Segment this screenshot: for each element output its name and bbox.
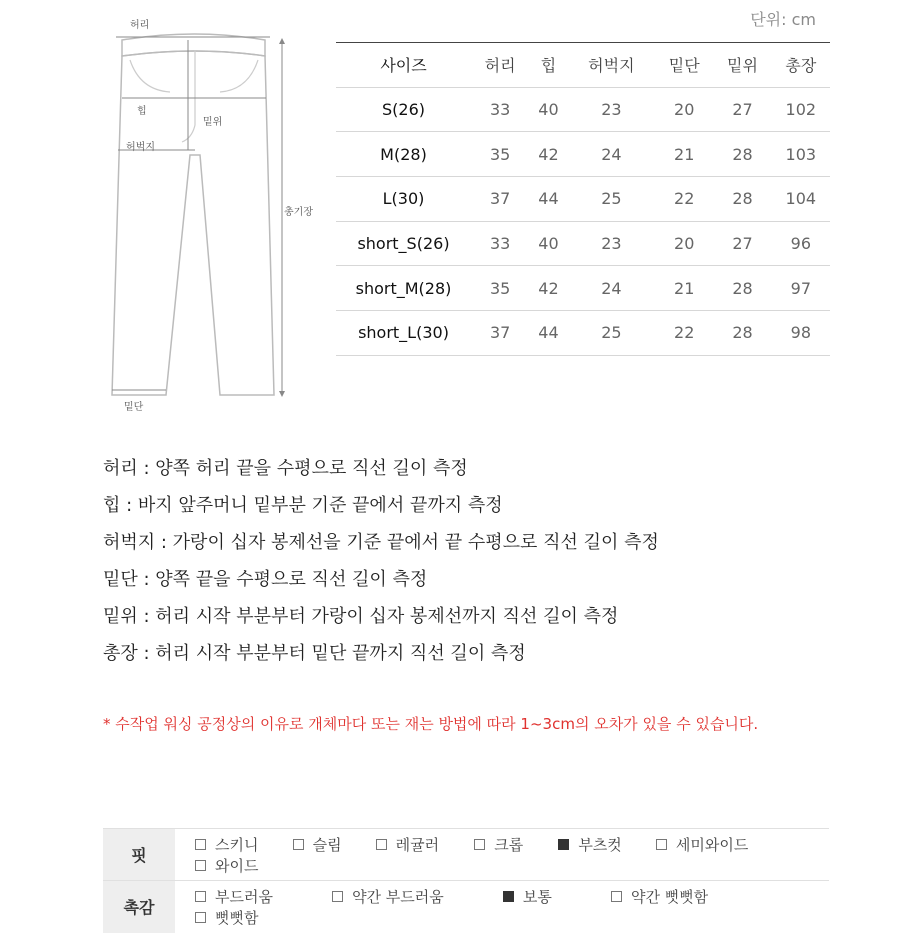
description-line: 허벅지 : 가랑이 십자 봉제선을 기준 끝에서 끝 수평으로 직선 길이 측정	[103, 532, 659, 553]
size-value: 42	[529, 132, 567, 177]
diagram-label-rise: 밑위	[203, 117, 223, 128]
fit-table	[103, 828, 829, 933]
size-table-header: 사이즈	[336, 43, 471, 88]
size-value: 44	[529, 311, 567, 356]
size-value: 20	[655, 87, 713, 132]
fit-row	[103, 829, 829, 881]
checkbox-icon	[611, 891, 622, 902]
fit-option[interactable]	[293, 834, 342, 855]
size-table-header: 총장	[772, 43, 830, 88]
unit-label: 단위: cm	[750, 10, 816, 29]
fit-option[interactable]	[376, 834, 439, 855]
fit-option[interactable]	[195, 834, 258, 855]
size-value: 42	[529, 266, 567, 311]
fit-option[interactable]	[656, 834, 748, 855]
size-table-row	[336, 311, 830, 356]
checkbox-checked-icon	[558, 839, 569, 850]
checkbox-icon	[195, 860, 206, 871]
size-value: 40	[529, 87, 567, 132]
size-table-header-row	[336, 43, 830, 88]
size-table-header: 밑위	[713, 43, 771, 88]
size-table-row	[336, 221, 830, 266]
size-value: 22	[655, 177, 713, 222]
feel-option[interactable]	[332, 886, 444, 907]
size-name: short_L(30)	[336, 311, 471, 356]
size-value: 22	[655, 311, 713, 356]
size-table-header: 밑단	[655, 43, 713, 88]
size-value: 40	[529, 221, 567, 266]
size-value: 33	[471, 87, 529, 132]
size-name: M(28)	[336, 132, 471, 177]
feel-row	[103, 881, 829, 933]
size-value: 37	[471, 177, 529, 222]
size-name: short_S(26)	[336, 221, 471, 266]
size-table-row	[336, 87, 830, 132]
size-value: 25	[568, 311, 655, 356]
error-notice: * 수작업 워싱 공정상의 이유로 개체마다 또는 재는 방법에 따라 1~3cm의 오차가 있을 수 있습니다.	[103, 715, 759, 733]
size-value: 103	[772, 132, 830, 177]
size-table-row	[336, 266, 830, 311]
size-table-row	[336, 177, 830, 222]
fit-option-label: 와이드	[215, 856, 259, 875]
diagram-label-hem: 밑단	[124, 402, 144, 413]
size-table-row	[336, 132, 830, 177]
size-table	[336, 42, 830, 356]
size-value: 28	[713, 266, 771, 311]
fit-option-label: 크롭	[494, 835, 524, 854]
size-value: 20	[655, 221, 713, 266]
size-value: 98	[772, 311, 830, 356]
measurement-descriptions	[103, 450, 659, 672]
size-value: 35	[471, 266, 529, 311]
size-table-header: 힙	[529, 43, 567, 88]
feel-option-label: 보통	[522, 887, 552, 906]
checkbox-checked-icon	[503, 891, 514, 902]
fit-option[interactable]	[558, 834, 621, 855]
checkbox-icon	[195, 839, 206, 850]
feel-option-label: 약간 부드러움	[352, 887, 444, 906]
checkbox-icon	[332, 891, 343, 902]
size-value: 23	[568, 221, 655, 266]
diagram-label-length: 총기장	[284, 207, 313, 218]
fit-label: 핏	[103, 829, 175, 881]
size-value: 96	[772, 221, 830, 266]
size-value: 28	[713, 132, 771, 177]
size-value: 21	[655, 266, 713, 311]
feel-label: 촉감	[103, 881, 175, 933]
fit-option[interactable]	[474, 834, 523, 855]
feel-option[interactable]	[611, 886, 708, 907]
description-line: 허리 : 양쪽 허리 끝을 수평으로 직선 길이 측정	[103, 458, 468, 479]
size-table-header: 허리	[471, 43, 529, 88]
feel-option-label: 부드러움	[215, 887, 273, 906]
size-value: 24	[568, 266, 655, 311]
diagram-label-hip: 힙	[137, 106, 147, 117]
checkbox-icon	[474, 839, 485, 850]
diagram-label-waist: 허리	[130, 20, 150, 31]
size-name: L(30)	[336, 177, 471, 222]
size-table-header: 허벅지	[568, 43, 655, 88]
checkbox-icon	[656, 839, 667, 850]
feel-option[interactable]	[195, 886, 273, 907]
size-value: 25	[568, 177, 655, 222]
size-value: 102	[772, 87, 830, 132]
size-value: 23	[568, 87, 655, 132]
size-value: 27	[713, 87, 771, 132]
fit-option-label: 스키니	[215, 835, 259, 854]
fit-options	[175, 829, 829, 881]
feel-option[interactable]	[195, 907, 258, 928]
description-line: 힙 : 바지 앞주머니 밑부분 기준 끝에서 끝까지 측정	[103, 495, 503, 516]
fit-option-label: 부츠컷	[578, 835, 622, 854]
description-line: 밑단 : 양쪽 끝을 수평으로 직선 길이 측정	[103, 569, 428, 590]
size-value: 44	[529, 177, 567, 222]
fit-option-label: 세미와이드	[675, 835, 749, 854]
checkbox-icon	[293, 839, 304, 850]
feel-option-label: 뻣뻣함	[215, 908, 259, 927]
size-name: short_M(28)	[336, 266, 471, 311]
feel-options	[175, 881, 829, 933]
feel-option[interactable]	[503, 886, 552, 907]
checkbox-icon	[195, 912, 206, 923]
size-value: 28	[713, 311, 771, 356]
checkbox-icon	[376, 839, 387, 850]
size-name: S(26)	[336, 87, 471, 132]
pants-diagram	[60, 10, 330, 413]
size-value: 27	[713, 221, 771, 266]
size-value: 97	[772, 266, 830, 311]
size-value: 37	[471, 311, 529, 356]
checkbox-icon	[195, 891, 206, 902]
feel-option-label: 약간 뻣뻣함	[630, 887, 709, 906]
diagram-label-thigh: 허벅지	[126, 142, 155, 153]
fit-option-label: 슬림	[312, 835, 342, 854]
size-value: 35	[471, 132, 529, 177]
description-line: 총장 : 허리 시작 부분부터 밑단 끝까지 직선 길이 측정	[103, 643, 526, 664]
size-value: 24	[568, 132, 655, 177]
size-value: 33	[471, 221, 529, 266]
size-value: 104	[772, 177, 830, 222]
fit-option[interactable]	[195, 855, 258, 876]
size-value: 28	[713, 177, 771, 222]
size-value: 21	[655, 132, 713, 177]
description-line: 밑위 : 허리 시작 부분부터 가랑이 십자 봉제선까지 직선 길이 측정	[103, 606, 619, 627]
fit-option-label: 레귤러	[395, 835, 440, 854]
